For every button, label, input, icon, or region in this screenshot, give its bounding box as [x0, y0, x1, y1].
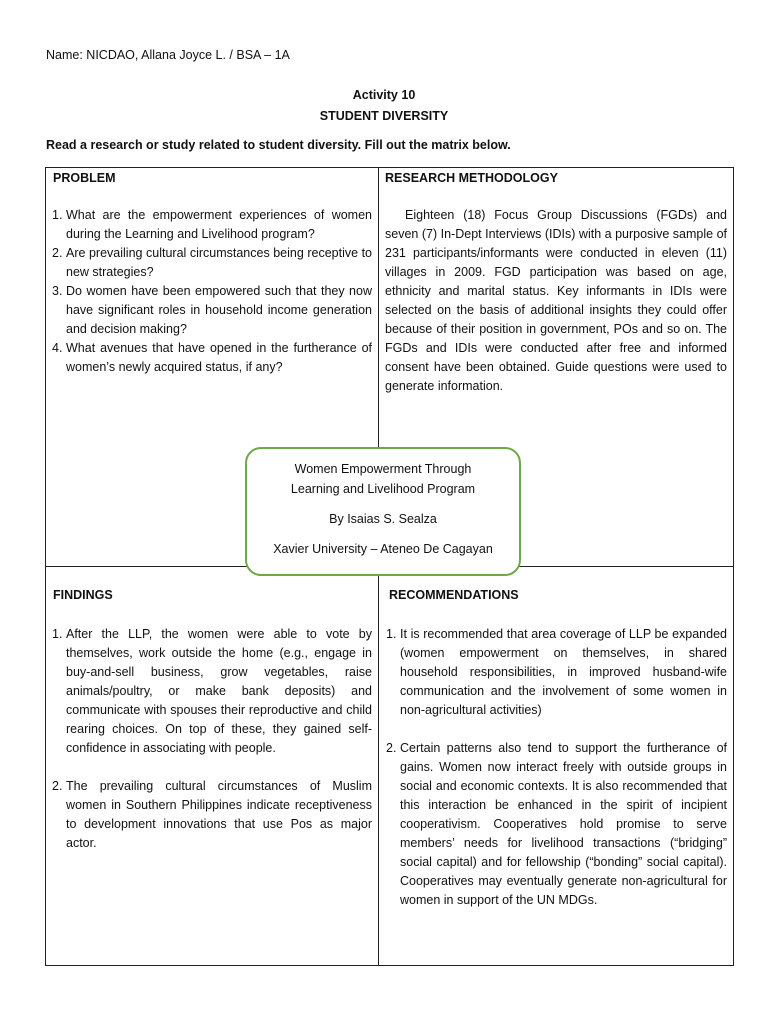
activity-title: Activity 10 — [352, 88, 416, 102]
list-item: 1. It is recommended that area coverage of LLP be expanded (women empowerment on themselves, in shared household responsibilities, in improved husband-wife communication and the involvement of some women in non-agricultural activities) — [386, 627, 727, 717]
list-item: 2. The prevailing cultural circumstances of Muslim women in Southern Philippines indicate receptiveness to development innovations that use Pos as major actor. — [52, 779, 372, 850]
study-author: By Isaias S. Sealza — [329, 512, 437, 526]
recommendations-heading: RECOMMENDATIONS — [389, 588, 519, 602]
study-school: Xavier University – Ateneo De Cagayan — [273, 542, 493, 556]
study-info-box — [245, 447, 521, 576]
list-item: 2. Are prevailing cultural circumstances being receptive to new strategies? — [52, 246, 372, 279]
methodology-text: Eighteen (18) Focus Group Discussions (FGDs) and seven (7) In-Dept Interviews (IDIs) with a purposive sample of 231 participants/informants were conducted in eleven (11) villages in 2009. FGD participation was based on age, ethnicity and marital status. Key informants in IDIs were selected on the basis of additional insights they could offer because of their position in government, POs and so on. The FGDs and IDIs were conducted after free and informed consent have been obtained. Guide questions were used to generate information. — [385, 208, 727, 393]
findings-heading: FINDINGS — [53, 588, 113, 602]
list-item: 1. After the LLP, the women were able to vote by themselves, work outside the home (e.g., engage in buy-and-sell business, grow vegetables, raise animals/poultry, or make bank deposits) and communicate with spouses their reproductive and child rearing choices. On top of these, they gained self-confidence in associating with people. — [52, 627, 372, 755]
study-title-line1: Women Empowerment Through — [294, 462, 472, 476]
recommendations-list — [386, 625, 727, 929]
study-title-line2: Learning and Livelihood Program — [290, 482, 476, 496]
list-item: 3. Do women have been empowered such that they now have significant roles in household income generation and decision making? — [52, 284, 372, 336]
findings-list — [52, 625, 372, 872]
problem-heading: PROBLEM — [53, 171, 116, 185]
list-item: 2. Certain patterns also tend to support the furtherance of gains. Women now interact freely with outside groups in social and economic contexts. It is also recommended that this interaction be enhanced in the spirit of incipient cooperativism. Cooperatives hold promise to serve members’ needs for livelihood transactions (“bridging” social capital) and for fellowship (“bonding” social capital). Cooperatives may eventually generate non-agricultural for women in support of the UN MDGs. — [386, 741, 727, 907]
student-name-line: Name: NICDAO, Allana Joyce L. / BSA – 1A — [46, 48, 290, 62]
methodology-heading: RESEARCH METHODOLOGY — [385, 171, 558, 185]
activity-subtitle: STUDENT DIVERSITY — [319, 109, 449, 123]
problem-list — [52, 206, 372, 377]
instruction-text: Read a research or study related to student diversity. Fill out the matrix below. — [46, 138, 511, 152]
list-item: 1. What are the empowerment experiences of women during the Learning and Livelihood program? — [52, 208, 372, 241]
list-item: 4. What avenues that have opened in the furtherance of women’s newly acquired status, if any? — [52, 341, 372, 374]
